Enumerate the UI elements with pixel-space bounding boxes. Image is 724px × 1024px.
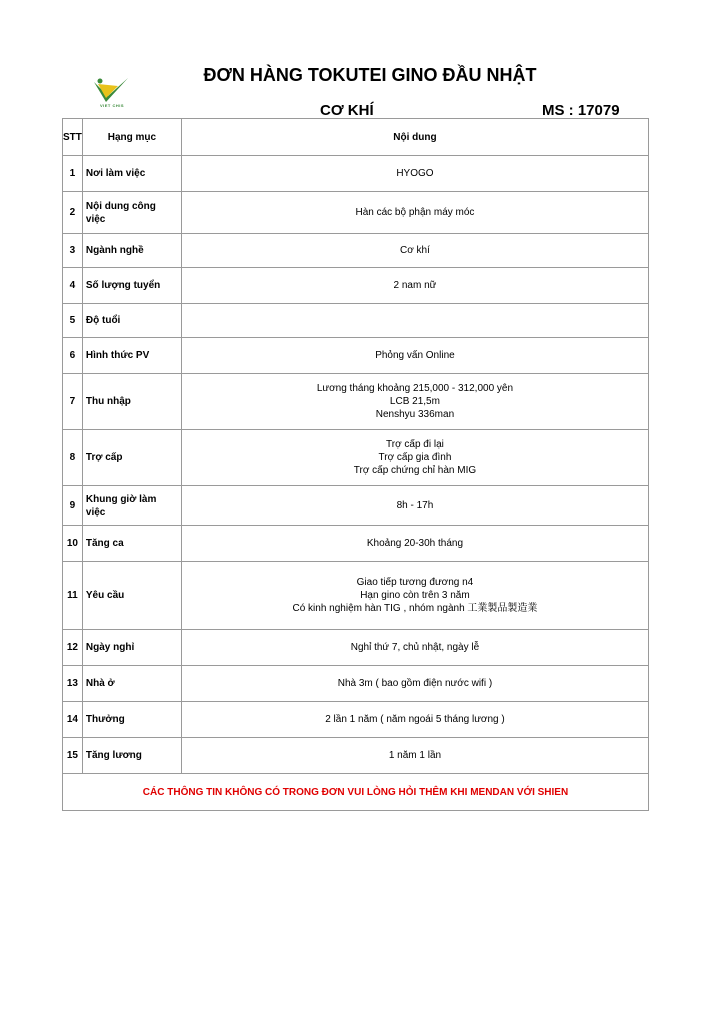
row-category: Khung giờ làm việc — [82, 486, 181, 526]
row-category: Số lượng tuyển — [82, 268, 181, 304]
content-line: HYOGO — [396, 168, 434, 179]
company-logo — [88, 74, 134, 114]
footer-row — [63, 774, 649, 811]
row-category: Yêu cầu — [82, 562, 181, 630]
row-stt: 12 — [63, 630, 83, 666]
content-line: 2 nam nữ — [393, 280, 437, 291]
footer-note: CÁC THÔNG TIN KHÔNG CÓ TRONG ĐƠN VUI LÒNG HỎI THÊM KHI MENDAN VỚI SHIEN — [63, 774, 649, 811]
table-row — [63, 562, 649, 630]
table-row — [63, 374, 649, 430]
row-stt: 11 — [63, 562, 83, 630]
content-line: Phỏng vấn Online — [375, 350, 455, 361]
row-content — [181, 630, 648, 666]
row-stt: 14 — [63, 702, 83, 738]
content-line: Khoảng 20-30h tháng — [366, 538, 464, 549]
row-content — [181, 192, 648, 234]
content-line: Hàn các bộ phận máy móc — [355, 207, 475, 218]
table-row — [63, 156, 649, 192]
content-line: Nenshyu 336man — [375, 409, 455, 420]
header-category: Hạng mục — [82, 119, 181, 156]
row-content — [181, 268, 648, 304]
table-row — [63, 666, 649, 702]
logo-text: VIET CHIS — [99, 103, 125, 108]
row-content — [181, 486, 648, 526]
row-category: Thu nhập — [82, 374, 181, 430]
row-content — [181, 304, 648, 338]
row-stt: 2 — [63, 192, 83, 234]
table-row — [63, 702, 649, 738]
table-row — [63, 268, 649, 304]
row-stt: 6 — [63, 338, 83, 374]
content-line: Cơ khí — [399, 245, 430, 256]
row-category: Hình thức PV — [82, 338, 181, 374]
table-header-row — [63, 119, 649, 156]
table-row — [63, 304, 649, 338]
row-content — [181, 156, 648, 192]
content-line: Hạn gino còn trên 3 năm — [360, 590, 470, 601]
content-line: 1 năm 1 lần — [388, 750, 442, 761]
row-stt: 7 — [63, 374, 83, 430]
table-row — [63, 738, 649, 774]
row-stt: 8 — [63, 430, 83, 486]
table-row — [63, 486, 649, 526]
row-category: Nhà ở — [82, 666, 181, 702]
page-subtitle: CƠ KHÍ — [320, 102, 374, 119]
row-content — [181, 702, 648, 738]
table-row — [63, 234, 649, 268]
table-row — [63, 192, 649, 234]
row-category: Tăng lương — [82, 738, 181, 774]
row-category: Tăng ca — [82, 526, 181, 562]
row-stt: 9 — [63, 486, 83, 526]
content-line: Nghỉ thứ 7, chủ nhật, ngày lễ — [350, 642, 480, 653]
row-category: Nơi làm việc — [82, 156, 181, 192]
row-stt: 5 — [63, 304, 83, 338]
content-line: Nhà 3m ( bao gồm điện nước wifi ) — [337, 678, 493, 689]
content-line: Giao tiếp tương đương n4 — [356, 577, 474, 588]
row-category: Độ tuổi — [82, 304, 181, 338]
row-category: Ngành nghề — [82, 234, 181, 268]
order-code: MS : 17079 — [542, 102, 620, 119]
row-category: Thưởng — [82, 702, 181, 738]
content-line: Trợ cấp gia đình — [378, 452, 452, 463]
row-stt: 3 — [63, 234, 83, 268]
table-row — [63, 338, 649, 374]
row-stt: 4 — [63, 268, 83, 304]
table-row — [63, 526, 649, 562]
row-content — [181, 562, 648, 630]
header-stt: STT — [63, 119, 83, 156]
content-line: Có kinh nghiệm hàn TIG , nhóm ngành 工業製品製造業 — [292, 603, 538, 614]
job-detail-table — [62, 118, 649, 811]
page-title: ĐƠN HÀNG TOKUTEI GINO ĐẦU NHẬT — [203, 65, 537, 85]
table-row — [63, 430, 649, 486]
row-content — [181, 666, 648, 702]
row-content — [181, 234, 648, 268]
row-stt: 13 — [63, 666, 83, 702]
row-content — [181, 430, 648, 486]
content-line: 8h - 17h — [396, 500, 434, 511]
content-line: LCB 21,5m — [389, 396, 440, 407]
row-stt: 10 — [63, 526, 83, 562]
header-content: Nội dung — [181, 119, 648, 156]
row-category: Ngày nghỉ — [82, 630, 181, 666]
row-category: Nội dung công việc — [82, 192, 181, 234]
table-row — [63, 630, 649, 666]
row-content — [181, 374, 648, 430]
row-stt: 1 — [63, 156, 83, 192]
row-content — [181, 338, 648, 374]
content-line: Trợ cấp chứng chỉ hàn MIG — [353, 465, 477, 476]
content-line: 2 lần 1 năm ( năm ngoái 5 tháng lương ) — [325, 714, 505, 725]
content-line: Lương tháng khoảng 215,000 - 312,000 yên — [316, 383, 514, 394]
row-stt: 15 — [63, 738, 83, 774]
row-content — [181, 738, 648, 774]
row-content — [181, 526, 648, 562]
content-line: Trợ cấp đi lại — [386, 439, 444, 450]
row-category: Trợ cấp — [82, 430, 181, 486]
